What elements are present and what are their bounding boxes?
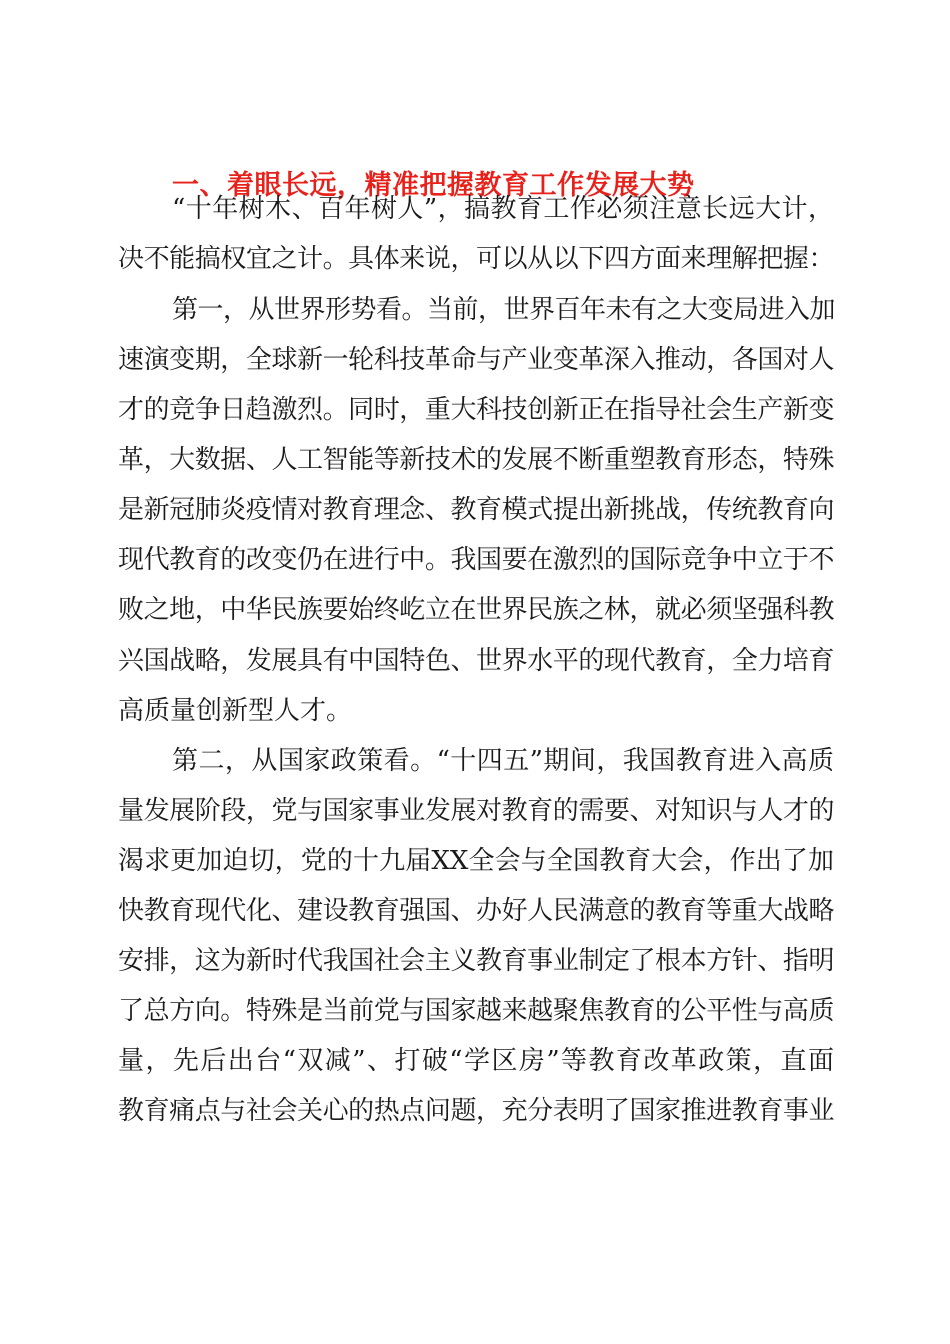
paragraph-line: 革，大数据、人工智能等新技术的发展不断重塑教育形态，特殊 <box>118 445 834 475</box>
paragraph-line: 渴求更加迫切，党的十九届XX全会与全国教育大会，作出了加 <box>118 846 834 876</box>
paragraph-line: 现代教育的改变仍在进行中。我国要在激烈的国际竞争中立于不 <box>118 545 834 575</box>
paragraph-line: 教育痛点与社会关心的热点问题，充分表明了国家推进教育事业 <box>118 1096 834 1126</box>
paragraph-line: 快教育现代化、建设教育强国、办好人民满意的教育等重大战略 <box>118 896 834 926</box>
paragraph-line: 第二，从国家政策看。“十四五”期间，我国教育进入高质 <box>172 746 834 776</box>
paragraph-line: 第一，从世界形势看。当前，世界百年未有之大变局进入加 <box>172 295 836 325</box>
paragraph-line: 败之地，中华民族要始终屹立在世界民族之林，就必须坚强科教 <box>118 595 834 625</box>
section-heading: 一、着眼长远，精准把握教育工作发展大势 <box>172 170 695 201</box>
paragraph-line: 才的竞争日趋激烈。同时，重大科技创新正在指导社会生产新变 <box>118 395 834 425</box>
paragraph-line: 高质量创新型人才。 <box>118 696 353 726</box>
paragraph-line: 决不能搞权宜之计。具体来说，可以从以下四方面来理解把握： <box>118 244 834 274</box>
paragraph-line: 安排，这为新时代我国社会主义教育事业制定了根本方针、指明 <box>118 946 834 976</box>
paragraph-line: 是新冠肺炎疫情对教育理念、教育模式提出新挑战，传统教育向 <box>118 495 834 525</box>
paragraph-line: 量，先后出台“双减”、打破“学区房”等教育改革政策，直面 <box>118 1046 834 1076</box>
paragraph-line: “十年树木、百年树人”，搞教育工作必须注意长远大计， <box>172 194 834 224</box>
paragraph-line: 兴国战略，发展具有中国特色、世界水平的现代教育，全力培育 <box>118 646 834 676</box>
paragraph-line: 速演变期，全球新一轮科技革命与产业变革深入推动，各国对人 <box>118 345 834 375</box>
paragraph-line: 量发展阶段，党与国家事业发展对教育的需要、对知识与人才的 <box>118 796 834 826</box>
paragraph-line: 了总方向。特殊是当前党与国家越来越聚焦教育的公平性与高质 <box>118 996 834 1026</box>
